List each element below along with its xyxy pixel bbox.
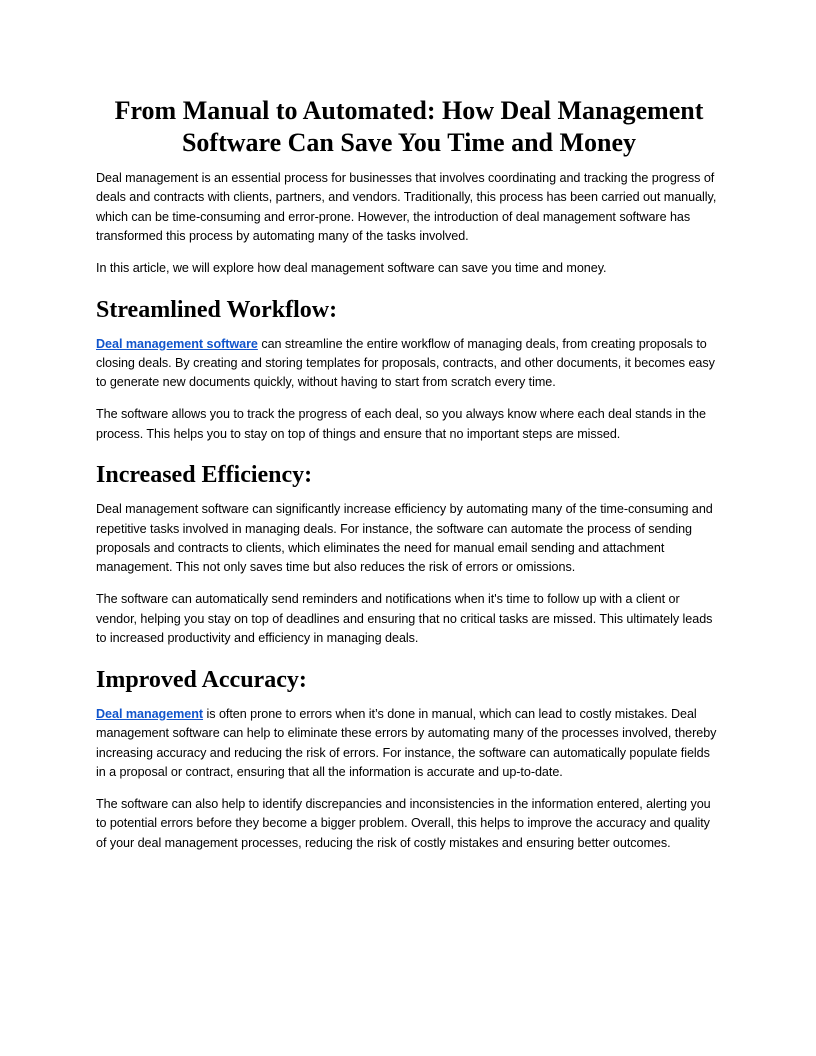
workflow-paragraph-1-text: can streamline the entire workflow of managing deals, from creating proposals to closing deals. By creating and storing templates for proposals, contracts, and other documents, it becomes easy to generate new documents quickly, without having to start from scratch every time. <box>96 336 715 390</box>
workflow-paragraph-1 <box>96 335 722 393</box>
accuracy-paragraph-1-text: is often prone to errors when it’s done in manual, which can lead to costly mistakes. Deal management software can help to eliminate these errors by automating many of the processes involved, thereby increasing accuracy and reducing the risk of errors. For instance, the software can automatically populate fields in a proposal or contract, ensuring that all the information is accurate and up-to-date. <box>96 706 717 779</box>
efficiency-paragraph-1: Deal management software can significantly increase efficiency by automating many of the time-consuming and repetitive tasks involved in managing deals. For instance, the software can automate the process of sending proposals and contracts to clients, which eliminates the need for manual email sending and attachment management. This not only saves time but also reduces the risk of errors or omissions. <box>96 502 713 575</box>
deal-management-software-link[interactable]: Deal management software <box>96 336 258 351</box>
deal-management-link[interactable]: Deal management <box>96 706 204 721</box>
document-title: From Manual to Automated: How Deal Management Software Can Save You Time and Money <box>114 96 704 157</box>
intro-paragraph-2: In this article, we will explore how deal management software can save you time and money. <box>96 261 607 276</box>
heading-streamlined-workflow: Streamlined Workflow: <box>96 296 338 323</box>
workflow-paragraph-2: The software allows you to track the progress of each deal, so you always know where each deal stands in the process. This helps you to stay on top of things and ensure that no important steps are missed. <box>96 407 706 441</box>
accuracy-paragraph-2: The software can also help to identify discrepancies and inconsistencies in the information entered, alerting you to potential errors before they become a bigger problem. Overall, this helps to improve the accuracy and quality of your deal management processes, reducing the risk of costly mistakes and ensuring better outcomes. <box>96 796 711 850</box>
accuracy-paragraph-1 <box>96 705 722 783</box>
efficiency-paragraph-2: The software can automatically send reminders and notifications when it's time to follow up with a client or vendor, helping you stay on top of deadlines and ensuring that no critical tasks are missed. This ultimately leads to increased productivity and efficiency in managing deals. <box>96 592 713 646</box>
heading-improved-accuracy: Improved Accuracy: <box>96 666 307 693</box>
document-page <box>96 95 722 866</box>
heading-increased-efficiency: Increased Efficiency: <box>96 462 313 489</box>
intro-paragraph-1: Deal management is an essential process for businesses that involves coordinating and tracking the progress of deals and contracts with clients, partners, and vendors. Traditionally, this process has been carried out manually, which can be time-consuming and error-prone. However, the introduction of deal management software has transformed this process by automating many of the tasks involved. <box>96 171 717 244</box>
